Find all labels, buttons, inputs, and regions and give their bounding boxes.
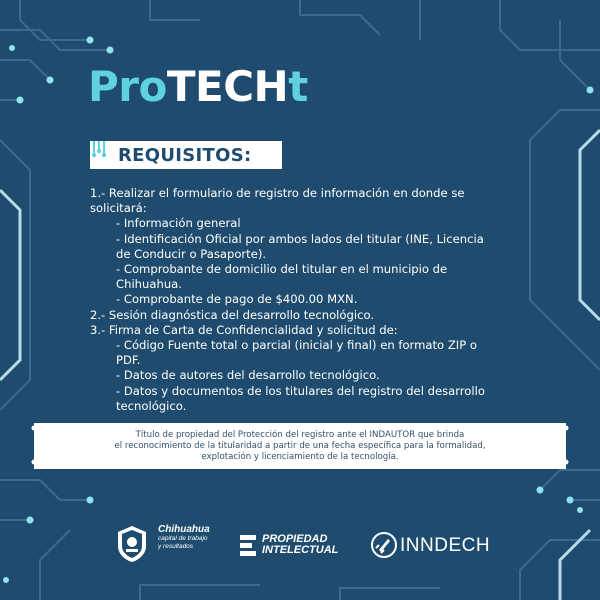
requirement-line: de Conducir o Pasaporte). (116, 246, 267, 261)
propiedad-intelectual-logo (238, 530, 338, 562)
propiedad-line: PROPIEDAD (262, 533, 328, 545)
logo-tec: TEC (166, 62, 254, 111)
propiedad-intelectual-text (262, 534, 338, 556)
banner-text (94, 430, 506, 463)
requirement-line: 3.- Firma de Carta de Confidencialidad y solicitud de: (90, 322, 398, 337)
requirements-title: REQUISITOS: (118, 145, 252, 166)
chihuahua-logo (112, 522, 222, 568)
banner-line: el reconocimiento de la titularidad a partir de una fecha específica para la formalidad, (114, 441, 486, 451)
requirement-line: 1.- Realizar el formulario de registro de información en donde se (90, 186, 465, 200)
chihuahua-tagline: capital de trabajo (158, 535, 208, 542)
requirements-title-box (90, 141, 282, 169)
info-banner (34, 423, 566, 469)
inndech-rocket-icon (370, 531, 398, 559)
city-coat-of-arms (112, 524, 152, 564)
requirements-list (90, 186, 510, 414)
inndech-logo (370, 528, 500, 562)
propiedad-intelectual-icon (238, 533, 258, 559)
chihuahua-text (158, 524, 228, 550)
protecht-logo (88, 62, 308, 111)
inndech-name: INNDECH (400, 535, 491, 556)
requirement-line: - Datos de autores del desarrollo tecnológico. (116, 368, 380, 383)
requirement-line: - Identificación Oficial por ambos lados del titular (INE, Licencia (116, 231, 484, 246)
logo-h: H (253, 62, 289, 111)
chihuahua-name: Chihuahua (158, 524, 210, 535)
circuit-accent-icon (90, 141, 110, 169)
intelectual-line: INTELECTUAL (262, 544, 339, 556)
requirement-line: 2.- Sesión diagnóstica del desarrollo tecnológico. (90, 307, 375, 322)
requirement-line: - Datos y documentos de los titulares del registro del desarrollo (116, 383, 485, 398)
chihuahua-tagline: y resultados (158, 542, 194, 550)
requirement-line: solicitará: (90, 201, 147, 216)
requirement-line: - Comprobante de pago de $400.00 MXN. (116, 292, 358, 307)
requirement-line: tecnológico. (116, 398, 187, 413)
requirement-line: - Código Fuente total o parcial (inicial y final) en formato ZIP o (116, 338, 477, 353)
logo-t: t (288, 62, 308, 111)
requirement-line: Chihuahua. (116, 277, 182, 292)
requirement-line: PDF. (116, 353, 141, 368)
banner-line: Título de propiedad del Protección del registro ante el INDAUTOR que brinda (135, 430, 465, 440)
requirement-line: - Comprobante de domicilio del titular en el municipio de (116, 262, 448, 277)
logo-pro: Pro (88, 62, 167, 111)
requirement-line: - Información general (116, 216, 241, 231)
banner-line: explotación y licenciamiento de la tecnología. (201, 452, 399, 462)
